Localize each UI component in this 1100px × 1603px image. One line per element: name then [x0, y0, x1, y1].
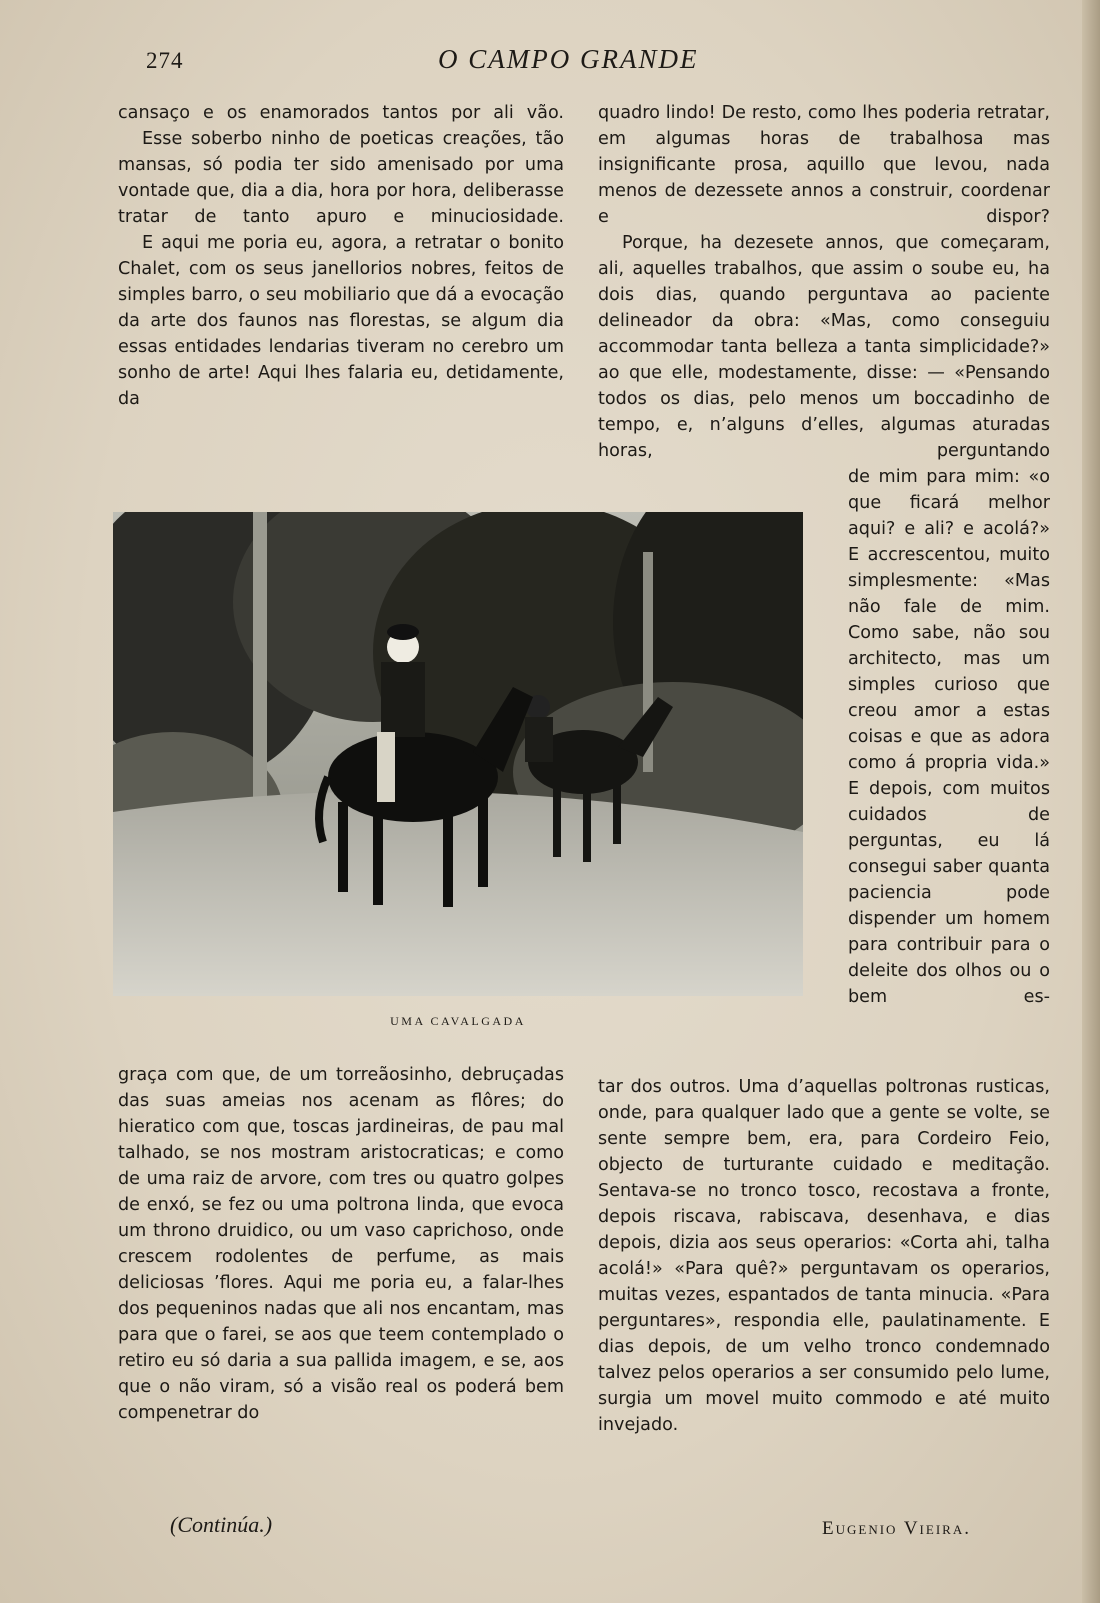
- paragraph: quadro lindo! De resto, como lhes poderia retratar, em algumas horas de trabalhosa mas insignificante prosa, aquillo que levou, nada menos de dezessete annos a construir, coordenar e dispor?: [598, 103, 1050, 227]
- page-number: 274: [146, 48, 184, 73]
- paragraph: Porque, ha dezesete annos, que começaram, ali, aquelles trabalhos, que assim o soube eu, ha dois dias, quando perguntava ao paciente delineador da obra: «Mas, como conseguiu accommodar tanta belleza a tanta simplicidade?» ao que elle, modestamente, disse: — «Pensando todos os dias, pelo menos um boccadinho de tempo, e, n’alguns d’elles, algumas aturadas horas, perguntando: [598, 233, 1050, 461]
- page-header: [140, 42, 860, 82]
- right-column-top: [598, 100, 1050, 464]
- paragraph: graça com que, de um torreãosinho, debruçadas das suas ameias nos acenam as flôres; do hieratico com que, toscas jardineiras, de pau mal talhado, se nos mostram aristocraticas; e como de uma raiz de arvore, com tres ou quatro golpes de enxó, se fez ou uma poltrona linda, que evoca um throno druidico, ou um vaso caprichoso, onde crescem rodolentes de perfume, as mais deliciosas ’flores. Aqui me poria eu, a falar-lhes dos pequeninos nadas que ali nos encantam, mas para que o farei, se aos que teem contemplado o retiro eu só daria a sua pallida imagem, e se, aos que o não viram, só a visão real os poderá bem compenetrar do: [118, 1065, 564, 1423]
- author-signature: Eugenio Vieira.: [822, 1518, 971, 1539]
- paragraph: E aqui me poria eu, agora, a retratar o bonito Chalet, com os seus janellorios nobres, feitos de simples barro, o seu mobiliario que dá a evocação da arte dos faunos nas florestas, se algum dia essas entidades lendarias tiveram no cerebro um sonho de arte! Aqui lhes falaria eu, detidamente, da: [118, 233, 564, 409]
- right-column-bottom: [598, 1074, 1050, 1438]
- continued-note: (Continúa.): [170, 1512, 273, 1537]
- right-column-narrow: [848, 464, 1050, 1010]
- left-column-bottom: [118, 1062, 564, 1426]
- paragraph: cansaço e os enamorados tantos por ali vão.: [118, 103, 564, 123]
- photo-caption: UMA CAVALGADA: [390, 1014, 526, 1028]
- paragraph: Esse soberbo ninho de poeticas creações, tão mansas, só podia ter sido amenisado por uma vontade que, dia a dia, hora por hora, deliberasse tratar de tanto apuro e minuciosidade.: [118, 129, 564, 227]
- running-title: O CAMPO GRANDE: [438, 44, 699, 74]
- paragraph: tar dos outros. Uma d’aquellas poltronas rusticas, onde, para qualquer lado que a gente se volte, se sente sempre bem, era, para Cordeiro Feio, objecto de turturante cuidado e meditação. Sentava-se no tronco tosco, recostava a fronte, depois riscava, rabiscava, desenhava, e dias depois, dizia aos seus operarios: «Corta ahi, talha acolá!» «Para quê?» perguntavam os operarios, muitas vezes, espantados de tanta minucia. «Para perguntares», respondia elle, paulatinamente. E dias depois, de um velho tronco condemnado talvez pelos operarios a ser consumido pelo lume, surgia um movel muito commodo e até muito invejado.: [598, 1077, 1050, 1435]
- photograph-horse-riders: [113, 512, 803, 996]
- paragraph: de mim para mim: «o que ficará melhor aqui? e ali? e acolá?» E accrescentou, muito simplesmente: «Mas não fale de mim. Como sabe, não sou architecto, mas um simples curioso que creou amor a estas coisas e que as adora como á propria vida.» E depois, com muitos cuidados de perguntas, eu lá consegui saber quanta paciencia pode dispender um homem para contribuir para o deleite dos olhos ou o bem es-: [848, 467, 1050, 1007]
- page-edge: [1082, 0, 1100, 1603]
- left-column-top: [118, 100, 564, 412]
- photo-illustration: [113, 512, 803, 996]
